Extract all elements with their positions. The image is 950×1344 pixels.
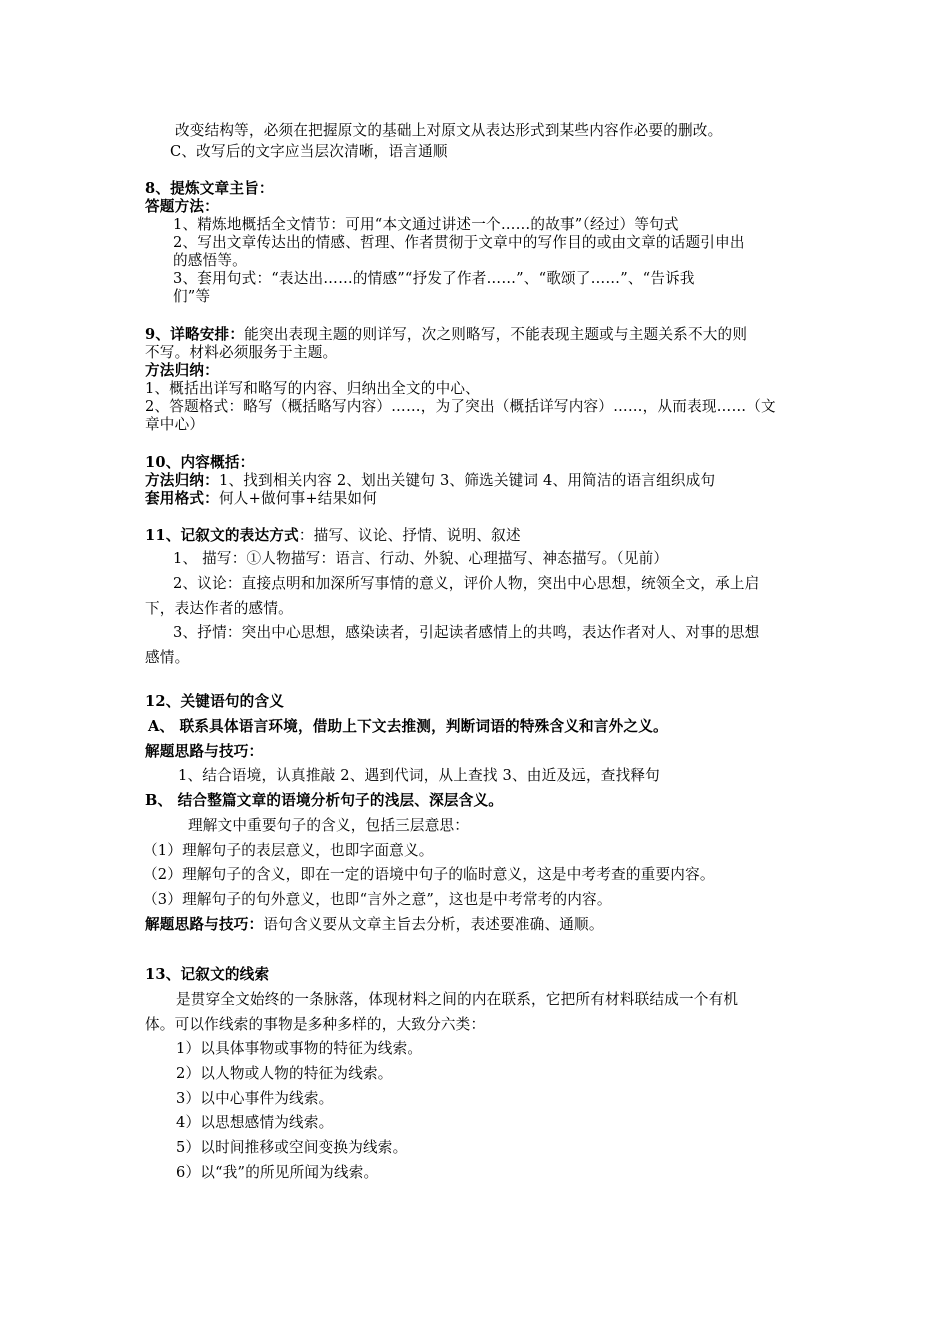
s8-point-2-cont: 的感悟等。 <box>173 252 247 269</box>
s7-point-c: C、改写后的文字应当层次清晰，语言通顺 <box>170 143 448 160</box>
s11-title-rest: ：描写、议论、抒情、说明、叙述 <box>298 527 521 544</box>
s9-body-cont: 不写。材料必须服务于主题。 <box>145 344 338 361</box>
s11-point-2-cont: 下，表达作者的感情。 <box>145 600 293 617</box>
s7-continuation: 改变结构等，必须在把握原文的基础上对原文从表达形式到某些内容作必要的删改。 <box>175 122 723 139</box>
s12-level-2: （2）理解句子的含义，即在一定的语境中句子的临时意义，这是中考考查的重要内容。 <box>143 866 715 883</box>
s12-level-3: （3）理解句子的句外意义，也即“言外之意”，这也是中考常考的内容。 <box>143 891 612 908</box>
s12-level-1: （1）理解句子的表层意义，也即字面意义。 <box>143 842 434 859</box>
s9-body: 能突出表现主题的则详写，次之则略写，不能表现主题或与主题关系不大的则 <box>244 326 748 343</box>
s8-point-3-cont: 们”等 <box>173 288 211 305</box>
s12-point-b: B、 结合整篇文章的语境分析句子的浅层、深层含义。 <box>145 792 504 809</box>
s8-point-3: 3、套用句式：“表达出……的情感”“抒发了作者……”、“歌颂了……”、“告诉我 <box>173 270 695 287</box>
list-item: 4）以思想感情为线索。 <box>176 1114 334 1131</box>
s10-method <box>145 472 810 490</box>
s9-method-label: 方法归纳： <box>145 362 219 379</box>
s10-title: 10、内容概括： <box>145 454 255 471</box>
list-item: 1）以具体事物或事物的特征为线索。 <box>176 1040 423 1057</box>
s12-tips2-label: 解题思路与技巧： <box>145 916 264 933</box>
s10-method-text: 1、找到相关内容 2、划出关键句 3、筛选关键词 4、用简洁的语言组织成句 <box>218 472 716 489</box>
list-item: 6）以“我”的所见所闻为线索。 <box>176 1164 379 1181</box>
s12-title: 12、关键语句的含义 <box>145 693 285 710</box>
s8-method-label: 答题方法： <box>145 198 219 215</box>
s12-tips2-text: 语句含义要从文章主旨去分析，表述要准确、通顺。 <box>263 916 604 933</box>
s9-point-2-cont: 章中心） <box>145 416 205 433</box>
s12-tips-items: 1、结合语境，认真推敲 2、遇到代词，从上查找 3、由近及远，查找释句 <box>178 767 660 784</box>
s11-point-1: 1、 描写：①人物描写：语言、行动、外貌、心理描写、神态描写。（见前） <box>173 550 669 567</box>
s11-point-3: 3、抒情：突出中心思想，感染读者，引起读者感情上的共鸣，表达作者对人、对事的思想 <box>173 624 760 641</box>
s12-tips-2 <box>145 916 810 934</box>
s11-point-2: 2、议论：直接点明和加深所写事情的意义，评价人物，突出中心思想，统领全文，承上启 <box>173 575 760 592</box>
s13-body-cont: 体。可以作线索的事物是多种多样的，大致分六类： <box>145 1016 486 1033</box>
s10-method-label: 方法归纳： <box>145 472 219 489</box>
list-item: 2）以人物或人物的特征为线索。 <box>176 1065 393 1082</box>
s9-title: 9、详略安排： <box>145 326 245 343</box>
s12-tips-label: 解题思路与技巧： <box>145 743 264 760</box>
s10-format <box>145 490 810 508</box>
s9-point-2: 2、答题格式：略写（概括略写内容）……，为了突出（概括详写内容）……，从而表现……（文 <box>145 398 776 415</box>
s8-title: 8、提炼文章主旨： <box>145 180 274 197</box>
s8-point-1: 1、精炼地概括全文情节：可用“本文通过讲述一个……的故事”（经过）等句式 <box>173 216 679 233</box>
s10-format-label: 套用格式： <box>145 490 219 507</box>
s11-point-3-cont: 感情。 <box>145 649 190 666</box>
s13-body: 是贯穿全文始终的一条脉落，体现材料之间的内在联系，它把所有材料联结成一个有机 <box>176 991 739 1008</box>
s10-format-text: 何人+做何事+结果如何 <box>218 490 377 507</box>
s11-title: 11、记叙文的表达方式 <box>145 527 299 544</box>
s8-point-2: 2、写出文章传达出的情感、哲理、作者贯彻于文章中的写作目的或由文章的话题引申出 <box>173 234 745 251</box>
s9-line-1 <box>145 326 810 344</box>
s12-point-a: A、 联系具体语言环境，借助上下文去推测，判断词语的特殊含义和言外之义。 <box>148 718 668 735</box>
s9-point-1: 1、概括出详写和略写的内容、归纳出全文的中心、 <box>145 380 480 397</box>
list-item: 3）以中心事件为线索。 <box>176 1090 334 1107</box>
s11-heading <box>145 527 810 545</box>
list-item: 5）以时间推移或空间变换为线索。 <box>176 1139 408 1156</box>
s13-title: 13、记叙文的线索 <box>145 966 270 983</box>
s12-intro: 理解文中重要句子的含义，包括三层意思： <box>188 817 470 834</box>
